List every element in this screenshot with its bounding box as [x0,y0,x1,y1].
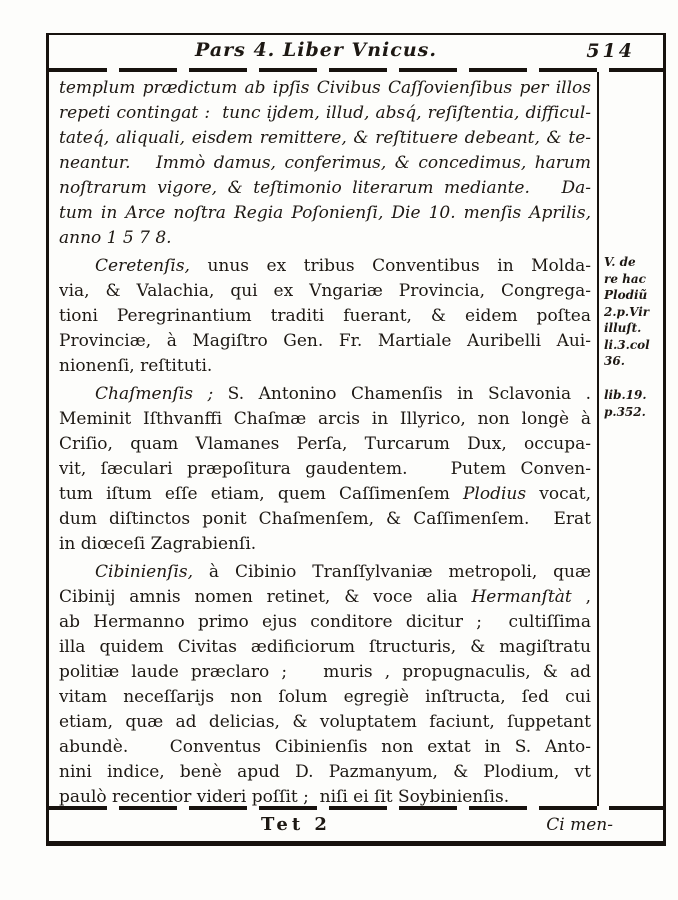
roman-text: via, & Valachia, qui ex Vngariæ Provincia, Congrega- [59,281,591,301]
italic-text: tateq́, aliquali, eisdem remittere, & reſtituere debeant, & te- [59,128,591,148]
margin-note [604,387,661,420]
text-line [59,457,591,482]
text-line [59,482,591,507]
text-line [59,101,591,126]
margin-note-line: li.3.col [604,337,650,352]
text-line [59,760,591,785]
italic-text: Hermanſtàt [471,587,572,607]
text-line [59,432,591,457]
page-header [49,35,663,68]
text-line [59,735,591,760]
roman-text: tum iſtum eſſe etiam, quem Caſſimenſem [59,484,463,504]
margin-note-line: illuſt. [604,321,642,335]
text-line [59,76,591,101]
roman-text: dum diſtinctos ponit Chaſmenſem, & Caſſimenſem. Erat [59,509,591,529]
text-line [59,354,591,379]
margin-note-line: V. de [604,255,636,269]
text-line [59,304,591,329]
running-title: Pars 4. Liber Vnicus. [195,39,437,61]
roman-text: illa quidem Civitas ædificiorum ſtructuris, & magiſtratu [59,637,591,657]
roman-text: nionenſi, reſtituti. [59,356,213,376]
roman-text: in diœceſi Zagrabienſi. [59,534,257,554]
roman-text: paulò recentior videri poſſit ; niſi ei ſit Soybinienſis. [59,787,510,806]
text-line [59,507,591,532]
roman-text: Cibinij amnis nomen retinet, & voce alia [59,587,472,607]
roman-text: S. Antonino Chamenſis in Sclavonia . [213,384,591,404]
roman-text: unus ex tribus Conventibus in Molda- [189,256,591,276]
margin-note-line: lib.19. [604,388,647,402]
text-line [59,635,591,660]
margin-note-line: 2.p.Vir [604,304,650,319]
roman-text: Provinciæ, à Magiſtro Gen. Fr. Martiale Auribelli Aui- [59,331,591,351]
roman-text: tioni Peregrinantium traditi fuerant, & eidem poſtea [59,306,591,326]
text-line [59,710,591,735]
italic-text: repeti contingat : tunc ijdem, illud, absq́, reſiſtentia, difficul- [59,103,591,123]
italic-text: noſtrarum vigore, & teſtimonio literarum mediante. Da- [59,178,591,198]
margin-note [604,254,661,370]
roman-text: nini indice, benè apud D. Pazmanyum, & Plodium, vt [59,762,591,782]
text-line [59,785,591,806]
roman-text: , [571,587,591,607]
text-line [59,532,591,557]
text-line [59,279,591,304]
text-line [59,151,591,176]
roman-text: à Cibinio Tranſſylvaniæ metropoli, quæ [193,562,591,582]
roman-text: abundè. Conventus Cibinienſis non extat in S. Anto- [59,737,591,757]
margin-note-line: 36. [604,354,625,368]
roman-text: politiæ laude præclaro ; muris , propugnaculis, & ad [59,662,591,682]
text-line [59,226,591,251]
text-line [59,126,591,151]
text-line [59,585,591,610]
text-line [59,407,591,432]
italic-text: tum in Arce noſtra Regia Poſonienſi, Die 10. menſis Aprilis, [59,203,591,223]
margin-note-line: re hac [604,271,646,286]
roman-text: vit, ſæculari præpoſitura gaudentem. Putem Conven- [59,459,591,479]
text-line [59,610,591,635]
roman-text: etiam, quæ ad delicias, & voluptatem faciunt, ſuppetant [59,712,591,732]
signature-mark: Tet 2 [261,814,331,835]
text-line [59,201,591,226]
text-line [59,254,591,279]
text-line [59,176,591,201]
italic-text: Ceretenſis, [95,256,190,276]
text-line [59,329,591,354]
page-frame [46,33,666,846]
page-number: 514 [586,40,635,62]
margin-note-line: p.352. [604,404,646,419]
roman-text: Meminit Iſthvanffi Chaſmæ arcis in Illyrico, non longè à [59,409,591,429]
italic-text: Cibinienſis, [95,562,194,582]
text-line [59,560,591,585]
text-line [59,382,591,407]
text-line [59,685,591,710]
italic-text: neantur. Immò damus, conferimus, & concedimus, harum [59,153,591,173]
roman-text: ab Hermanno primo ejus conditore dicitur ; cultiſſima [59,612,591,632]
roman-text: vitam neceſſarijs non ſolum egregiè inſtructa, ſed cui [59,687,591,707]
italic-text: anno 1 5 7 8. [59,228,172,248]
text-line [59,660,591,685]
margin-note-line: Plodiũ [604,288,648,302]
italic-text: Chaſmenſis ; [95,384,214,404]
content-area [49,72,663,806]
margin-column [597,72,663,806]
roman-text: vocat, [526,484,591,504]
catchword: Ci men- [546,815,613,835]
text-block [49,72,597,806]
roman-text: Criſio, quam Vlamanes Perſa, Turcarum Dux, occupa- [59,434,591,454]
italic-text: templum prædictum ab ipſis Civibus Caſſovienſibus per illos [59,78,591,98]
page-footer [49,810,663,841]
italic-text: Plodius [462,484,527,504]
